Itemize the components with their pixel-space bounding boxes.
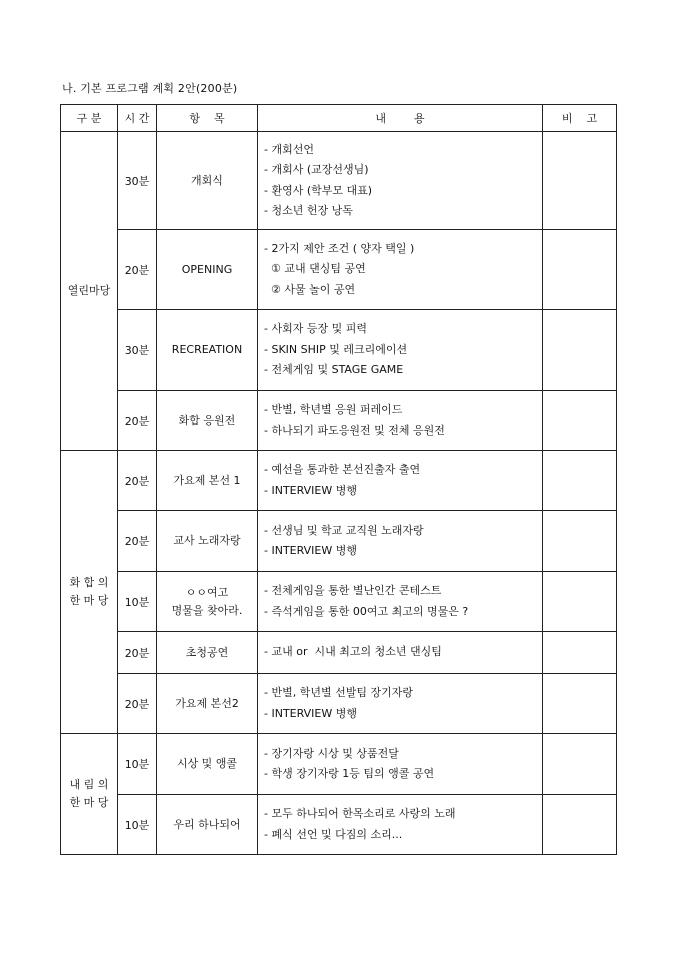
content-cell: [258, 391, 543, 451]
time-cell: 10분: [118, 734, 157, 795]
item-cell: 시상 및 앵콜: [157, 734, 258, 795]
content-cell: [258, 230, 543, 310]
content-line: - 2가지 제안 조건 ( 양자 택일 ): [264, 241, 415, 255]
table-row: [61, 674, 617, 734]
content-line: - 반별, 학년별 응원 퍼레이드: [264, 403, 403, 416]
item-cell: 가요제 본선2: [157, 674, 258, 734]
table-row: [61, 734, 617, 795]
table-row: [61, 230, 617, 310]
table-header-row: [61, 105, 617, 132]
content-line: - SKIN SHIP 및 레크리에이션: [264, 342, 408, 356]
content-cell: [258, 451, 543, 511]
content-line: - INTERVIEW 병행: [264, 544, 357, 557]
content-line: - 개회사 (교장선생님): [264, 163, 369, 176]
header-section: 구 분: [61, 105, 118, 132]
content-line: - 사회자 등장 및 피력: [264, 322, 367, 336]
time-cell: 30분: [118, 132, 157, 230]
content-cell: [258, 795, 543, 855]
content-cell: [258, 674, 543, 734]
note-cell: [543, 572, 617, 632]
content-cell: [258, 572, 543, 632]
content-line: ① 교내 댄싱팀 공연: [264, 262, 366, 276]
table-row: [61, 511, 617, 572]
note-cell: [543, 132, 617, 230]
note-cell: [543, 391, 617, 451]
item-cell: ㅇㅇ여고 명물을 찾아라.: [157, 572, 258, 632]
section-cell: 열린마당: [61, 132, 118, 451]
content-line: - 하나되기 파도응원전 및 전체 응원전: [264, 423, 445, 437]
content-line: - 전체게임을 통한 별난인간 콘테스트: [264, 584, 442, 597]
header-item: 항 목: [157, 105, 258, 132]
content-line: - 즉석게임을 통한 00여고 최고의 명물은 ?: [264, 604, 469, 618]
table-row: [61, 451, 617, 511]
time-cell: 20분: [118, 451, 157, 511]
content-cell: [258, 511, 543, 572]
time-cell: 10분: [118, 572, 157, 632]
note-cell: [543, 511, 617, 572]
item-cell: OPENING: [157, 230, 258, 310]
content-cell: [258, 310, 543, 391]
content-line: - 환영사 (학부모 대표): [264, 183, 373, 197]
item-cell: 우리 하나되어: [157, 795, 258, 855]
time-cell: 30분: [118, 310, 157, 391]
content-line: - 청소년 헌장 낭독: [264, 204, 353, 217]
item-cell: 화합 응원전: [157, 391, 258, 451]
table-row: [61, 795, 617, 855]
time-cell: 20분: [118, 230, 157, 310]
time-cell: 20분: [118, 674, 157, 734]
time-cell: 20분: [118, 511, 157, 572]
table-row: [61, 632, 617, 674]
note-cell: [543, 795, 617, 855]
content-line: - 선생님 및 학교 교직원 노래자랑: [264, 523, 424, 537]
content-cell: [258, 632, 543, 674]
content-line: - 모두 하나되어 한목소리로 사랑의 노래: [264, 807, 456, 820]
table-row: [61, 572, 617, 632]
content-line: - 장기자랑 시상 및 상품전달: [264, 746, 399, 760]
content-line: - 개회선언: [264, 142, 314, 156]
header-content: 내 용: [258, 105, 543, 132]
content-line: - INTERVIEW 병행: [264, 483, 357, 497]
content-line: - 폐식 선언 및 다짐의 소리...: [264, 827, 403, 841]
header-time: 시 간: [118, 105, 157, 132]
content-line: - 전체게임 및 STAGE GAME: [264, 363, 404, 377]
note-cell: [543, 674, 617, 734]
note-cell: [543, 451, 617, 511]
section-cell: 화 합 의 한 마 당: [61, 451, 118, 734]
item-cell: 개회식: [157, 132, 258, 230]
section-cell: 내 림 의 한 마 당: [61, 734, 118, 855]
header-note: 비 고: [543, 105, 617, 132]
content-line: - 예선을 통과한 본선진출자 출연: [264, 463, 421, 476]
note-cell: [543, 734, 617, 795]
table-row: [61, 310, 617, 391]
content-cell: [258, 734, 543, 795]
content-line: - 교내 or 시내 최고의 청소년 댄싱팀: [264, 645, 442, 659]
content-line: - INTERVIEW 병행: [264, 706, 357, 720]
page-title: 나. 기본 프로그램 계획 2안(200분): [62, 82, 238, 95]
item-cell: 교사 노래자랑: [157, 511, 258, 572]
item-cell: RECREATION: [157, 310, 258, 391]
note-cell: [543, 632, 617, 674]
note-cell: [543, 310, 617, 391]
program-table: [60, 104, 617, 855]
item-cell: 초청공연: [157, 632, 258, 674]
time-cell: 10분: [118, 795, 157, 855]
table-row: [61, 132, 617, 230]
content-cell: [258, 132, 543, 230]
content-line: - 학생 장기자랑 1등 팀의 앵콜 공연: [264, 767, 435, 780]
time-cell: 20분: [118, 391, 157, 451]
note-cell: [543, 230, 617, 310]
content-line: - 반별, 학년별 선발팀 장기자랑: [264, 686, 413, 699]
content-line: ② 사물 놀이 공연: [264, 282, 356, 296]
table-row: [61, 391, 617, 451]
item-cell: 가요제 본선 1: [157, 451, 258, 511]
time-cell: 20분: [118, 632, 157, 674]
